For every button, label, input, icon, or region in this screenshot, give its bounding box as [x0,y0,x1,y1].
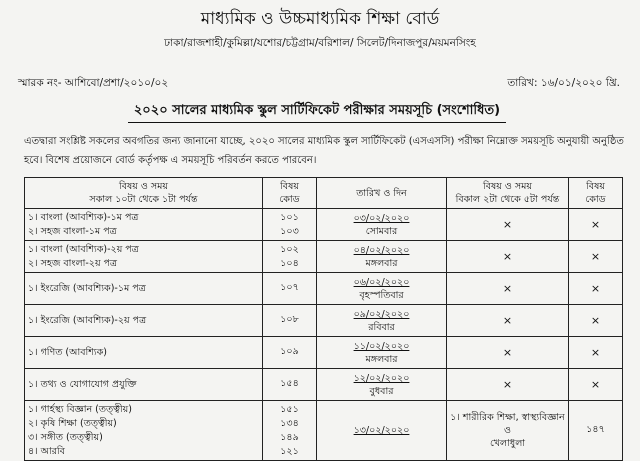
header-date-day: তারিখ ও দিন [317,178,447,209]
intro-paragraph: এতদ্বারা সংশ্লিষ্ট সকলের অবগতির জন্য জানানো যাচ্ছে, ২০২০ সালের মাধ্যমিক স্কুল সার্টিফিকেট (এসএসসি) পরীক্ষা নিম্নোক্ত সময়সূচি অনুযায়ী অনুষ্ঠিত হবে। বিশেষ প্রয়োজনে বোর্ড কর্তৃপক্ষ এ সময়সূচি পরিবর্তন করতে পারবেন। [24,136,624,166]
subject-code: ১২১ [280,445,299,457]
header-afternoon-code: বিষয় কোড [569,178,623,209]
subject-code: ১০৪ [280,257,299,269]
exam-date: ১২/০২/২০২০ [353,372,410,384]
afternoon-code: ১৪৭ [569,401,623,461]
subject-code: ১০৮ [263,305,317,337]
subject: ১। ইংরেজি (আবশ্যিক)-১ম পত্র [28,282,146,294]
notice-heading: ২০২০ সালের মাধ্যমিক স্কুল সার্টিফিকেট পরীক্ষার সময়সূচি (সংশোধিত) [128,100,506,123]
subject-code: ১০৭ [263,273,317,305]
subject-code: ১০১ [280,211,299,223]
table-row [25,209,623,241]
header-afternoon-subject: বিষয় ও সময় বিকাল ২টা থেকে ৫টা পর্যন্ত [447,178,569,209]
exam-day: মঙ্গলবার [365,257,398,269]
exam-day: বৃহস্পতিবার [359,289,404,301]
memo-number: স্মারক নং- আশিবো/প্রশা/২০১০/০২ [18,77,169,89]
table-row [25,273,623,305]
subject-code: ১৫৪ [263,369,317,401]
exam-day: সোমবার [365,225,398,237]
table-row [25,241,623,273]
subject-code: ১০২ [280,243,299,255]
subject: ২। সহজ বাংলা-২য় পত্র [28,257,117,269]
subject: ১। ইংরেজি (আবশ্যিক)-২য় পত্র [28,314,147,326]
table-row [25,369,623,401]
subject: ৪। আরবি [28,445,65,457]
header-morning-code: বিষয় কোড [263,178,317,209]
subject-code: ১০৯ [263,337,317,369]
afternoon-subject: × [447,209,569,241]
subject-code: ১০৩ [280,225,299,237]
table-row [25,337,623,369]
subject: ১। বাংলা (আবশ্যিক)-১ম পত্র [28,211,139,223]
afternoon-code: × [569,337,623,369]
exam-date: ১৩/০২/২০২০ [353,425,410,436]
afternoon-subject: ১। শারীরিক শিক্ষা, স্বাস্থ্যবিজ্ঞান ও [450,412,565,436]
board-offices: ঢাকা/রাজশাহী/কুমিল্লা/যশোর/চট্টগ্রাম/বরিশাল/ সিলেট/দিনাজপুর/ময়মনসিংহ [164,37,476,49]
subject: ১। তথ্য ও যোগাযোগ প্রযুক্তি [28,378,137,390]
issue-date: তারিখ: ১৬/০১/২০২০ খ্রি. [507,77,620,89]
afternoon-subject: × [447,305,569,337]
afternoon-subject: খেলাধুলা [489,438,526,449]
exam-date: ০৬/০২/২০২০ [353,276,410,288]
exam-day: রবিবার [368,321,395,333]
subject: ১। গণিত (আবশ্যিক) [28,346,107,358]
table-header-row [25,178,623,209]
afternoon-code: × [569,209,623,241]
exam-date: ০৯/০২/২০২০ [353,308,410,320]
table-row [25,401,623,461]
exam-day: মঙ্গলবার [365,353,398,365]
exam-day: বুধবার [369,385,394,397]
exam-date: ০৩/০২/২০২০ [353,212,410,224]
subject: ২। কৃষি শিক্ষা (তত্ত্বীয়) [28,417,117,429]
table-row [25,305,623,337]
afternoon-subject: × [447,337,569,369]
afternoon-code: × [569,241,623,273]
board-title: মাধ্যমিক ও উচ্চমাধ্যমিক শিক্ষা বোর্ড [200,9,440,29]
afternoon-code: × [569,273,623,305]
subject: ১। বাংলা (আবশ্যিক)-২য় পত্র [28,243,139,255]
subject: ২। সহজ বাংলা-১ম পত্র [28,225,117,237]
exam-routine-table [24,177,623,461]
exam-date: ০৪/০২/২০২০ [353,244,410,256]
afternoon-subject: × [447,241,569,273]
subject: ১। গার্হস্থ্য বিজ্ঞান (তত্ত্বীয়) [28,403,132,415]
subject-code: ১৫১ [280,403,299,415]
subject-code: ১৩৪ [280,417,299,429]
subject: ৩। সঙ্গীত (তত্ত্বীয়) [28,431,103,443]
header-morning-subject: বিষয় ও সময় সকাল ১০টা থেকে ১টা পর্যন্ত [25,178,263,209]
afternoon-subject: × [447,369,569,401]
exam-date: ১১/০২/২০২০ [353,340,410,352]
afternoon-subject: × [447,273,569,305]
afternoon-code: × [569,305,623,337]
subject-code: ১৪৯ [280,431,299,443]
afternoon-code: × [569,369,623,401]
